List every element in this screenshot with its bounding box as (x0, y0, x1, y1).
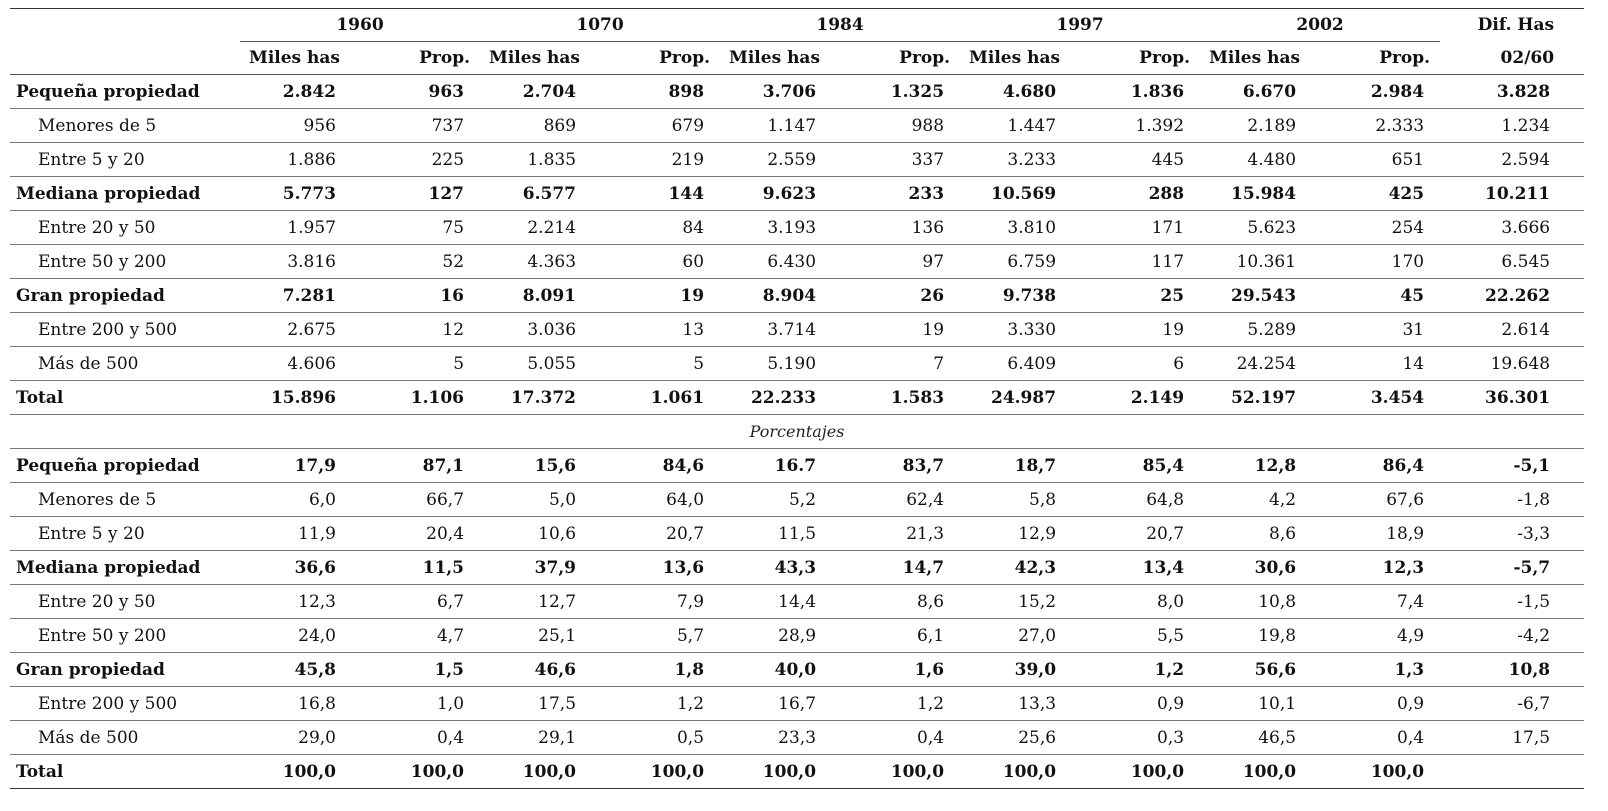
prop-cell: 14,7 (848, 551, 960, 585)
miles-has-cell: 12,9 (960, 517, 1088, 551)
miles-has-cell: 5,0 (480, 483, 608, 517)
col-prop: Prop. (608, 42, 720, 75)
miles-has-cell: 23,3 (720, 721, 848, 755)
table-row (10, 755, 1584, 789)
miles-has-cell: 43,3 (720, 551, 848, 585)
miles-has-cell: 15.896 (240, 381, 368, 415)
table-row (10, 585, 1584, 619)
miles-has-cell: 2.214 (480, 211, 608, 245)
miles-has-cell: 6.759 (960, 245, 1088, 279)
year-header-1070: 1070 (480, 9, 720, 42)
prop-cell: 6,7 (368, 585, 480, 619)
prop-cell: 171 (1088, 211, 1200, 245)
prop-cell: 988 (848, 109, 960, 143)
table-row (10, 143, 1584, 177)
row-label: Total (10, 755, 240, 789)
miles-has-cell: 5.190 (720, 347, 848, 381)
prop-cell: 75 (368, 211, 480, 245)
prop-cell: 1.836 (1088, 75, 1200, 109)
miles-has-cell: 27,0 (960, 619, 1088, 653)
land-tenure-table (10, 8, 1584, 789)
miles-has-cell: 10.361 (1200, 245, 1328, 279)
prop-cell: 1,2 (1088, 653, 1200, 687)
prop-cell: 20,4 (368, 517, 480, 551)
table-row (10, 619, 1584, 653)
row-label: Entre 200 y 500 (10, 687, 240, 721)
prop-cell: 97 (848, 245, 960, 279)
subheader-row (10, 42, 1584, 75)
miles-has-cell: 12,3 (240, 585, 368, 619)
miles-has-cell: 100,0 (960, 755, 1088, 789)
table-row (10, 347, 1584, 381)
prop-cell: 100,0 (1328, 755, 1440, 789)
miles-has-cell: 4.680 (960, 75, 1088, 109)
prop-cell: 5,5 (1088, 619, 1200, 653)
prop-cell: 25 (1088, 279, 1200, 313)
dif-cell: -3,3 (1440, 517, 1584, 551)
row-label: Entre 50 y 200 (10, 619, 240, 653)
miles-has-cell: 6.577 (480, 177, 608, 211)
miles-has-cell: 13,3 (960, 687, 1088, 721)
miles-has-cell: 25,6 (960, 721, 1088, 755)
dif-header-top: Dif. Has (1440, 9, 1584, 42)
year-header-1997: 1997 (960, 9, 1200, 42)
dif-cell: 22.262 (1440, 279, 1584, 313)
row-label: Menores de 5 (10, 483, 240, 517)
prop-cell: 8,0 (1088, 585, 1200, 619)
row-label: Gran propiedad (10, 653, 240, 687)
miles-has-cell: 4.480 (1200, 143, 1328, 177)
miles-has-cell: 46,6 (480, 653, 608, 687)
prop-cell: 16 (368, 279, 480, 313)
miles-has-cell: 4.606 (240, 347, 368, 381)
prop-cell: 679 (608, 109, 720, 143)
miles-has-cell: 9.623 (720, 177, 848, 211)
prop-cell: 100,0 (368, 755, 480, 789)
prop-cell: 1,5 (368, 653, 480, 687)
dif-cell: -5,7 (1440, 551, 1584, 585)
miles-has-cell: 40,0 (720, 653, 848, 687)
prop-cell: 84,6 (608, 449, 720, 483)
prop-cell: 4,9 (1328, 619, 1440, 653)
miles-has-cell: 3.810 (960, 211, 1088, 245)
table-row (10, 483, 1584, 517)
prop-cell: 19 (608, 279, 720, 313)
miles-has-cell: 56,6 (1200, 653, 1328, 687)
miles-has-cell: 2.559 (720, 143, 848, 177)
table-row (10, 653, 1584, 687)
miles-has-cell: 2.189 (1200, 109, 1328, 143)
prop-cell: 84 (608, 211, 720, 245)
miles-has-cell: 6,0 (240, 483, 368, 517)
row-label: Entre 5 y 20 (10, 143, 240, 177)
miles-has-cell: 1.447 (960, 109, 1088, 143)
col-miles-has: Miles has (720, 42, 848, 75)
prop-cell: 100,0 (608, 755, 720, 789)
row-label: Entre 200 y 500 (10, 313, 240, 347)
dif-cell: 6.545 (1440, 245, 1584, 279)
miles-has-cell: 3.193 (720, 211, 848, 245)
table-row (10, 517, 1584, 551)
prop-cell: 0,5 (608, 721, 720, 755)
miles-has-cell: 10,8 (1200, 585, 1328, 619)
row-label: Mediana propiedad (10, 551, 240, 585)
prop-cell: 425 (1328, 177, 1440, 211)
table-row (10, 75, 1584, 109)
prop-cell: 1.106 (368, 381, 480, 415)
prop-cell: 60 (608, 245, 720, 279)
prop-cell: 7 (848, 347, 960, 381)
year-header-2002: 2002 (1200, 9, 1440, 42)
prop-cell: 13 (608, 313, 720, 347)
prop-cell: 233 (848, 177, 960, 211)
prop-cell: 1,3 (1328, 653, 1440, 687)
header-blank-cell (10, 9, 240, 42)
miles-has-cell: 5.055 (480, 347, 608, 381)
miles-has-cell: 2.675 (240, 313, 368, 347)
prop-cell: 85,4 (1088, 449, 1200, 483)
prop-cell: 1,0 (368, 687, 480, 721)
miles-has-cell: 16.7 (720, 449, 848, 483)
prop-cell: 1.392 (1088, 109, 1200, 143)
row-label: Menores de 5 (10, 109, 240, 143)
prop-cell: 445 (1088, 143, 1200, 177)
dif-cell: 3.666 (1440, 211, 1584, 245)
miles-has-cell: 12,7 (480, 585, 608, 619)
miles-has-cell: 14,4 (720, 585, 848, 619)
prop-cell: 0,9 (1328, 687, 1440, 721)
prop-cell: 31 (1328, 313, 1440, 347)
row-label: Pequeña propiedad (10, 449, 240, 483)
prop-cell: 2.984 (1328, 75, 1440, 109)
row-label: Entre 20 y 50 (10, 585, 240, 619)
miles-has-cell: 100,0 (240, 755, 368, 789)
prop-cell: 898 (608, 75, 720, 109)
miles-has-cell: 100,0 (480, 755, 608, 789)
prop-cell: 19 (1088, 313, 1200, 347)
miles-has-cell: 1.147 (720, 109, 848, 143)
subheader-blank-cell (10, 42, 240, 75)
miles-has-cell: 45,8 (240, 653, 368, 687)
miles-has-cell: 37,9 (480, 551, 608, 585)
table-row (10, 313, 1584, 347)
prop-cell: 64,0 (608, 483, 720, 517)
prop-cell: 0,3 (1088, 721, 1200, 755)
table-row (10, 245, 1584, 279)
table-row (10, 381, 1584, 415)
miles-has-cell: 12,8 (1200, 449, 1328, 483)
prop-cell: 12 (368, 313, 480, 347)
miles-has-cell: 8,6 (1200, 517, 1328, 551)
percent-label-row (10, 415, 1584, 449)
dif-header-bottom: 02/60 (1440, 42, 1584, 75)
miles-has-cell: 5,8 (960, 483, 1088, 517)
miles-has-cell: 7.281 (240, 279, 368, 313)
miles-has-cell: 39,0 (960, 653, 1088, 687)
miles-has-cell: 956 (240, 109, 368, 143)
miles-has-cell: 22.233 (720, 381, 848, 415)
miles-has-cell: 3.706 (720, 75, 848, 109)
miles-has-cell: 29,0 (240, 721, 368, 755)
prop-cell: 21,3 (848, 517, 960, 551)
prop-cell: 254 (1328, 211, 1440, 245)
dif-cell: 36.301 (1440, 381, 1584, 415)
prop-cell: 5 (608, 347, 720, 381)
miles-has-cell: 3.036 (480, 313, 608, 347)
col-miles-has: Miles has (1200, 42, 1328, 75)
miles-has-cell: 3.816 (240, 245, 368, 279)
prop-cell: 0,4 (368, 721, 480, 755)
miles-has-cell: 18,7 (960, 449, 1088, 483)
miles-has-cell: 9.738 (960, 279, 1088, 313)
miles-has-cell: 5.289 (1200, 313, 1328, 347)
table-row (10, 687, 1584, 721)
miles-has-cell: 11,5 (720, 517, 848, 551)
row-label: Entre 50 y 200 (10, 245, 240, 279)
prop-cell: 225 (368, 143, 480, 177)
prop-cell: 12,3 (1328, 551, 1440, 585)
prop-cell: 1,8 (608, 653, 720, 687)
miles-has-cell: 42,3 (960, 551, 1088, 585)
dif-cell: 2.594 (1440, 143, 1584, 177)
dif-cell: 10.211 (1440, 177, 1584, 211)
miles-has-cell: 3.714 (720, 313, 848, 347)
dif-cell (1440, 755, 1584, 789)
miles-has-cell: 2.842 (240, 75, 368, 109)
miles-has-cell: 19,8 (1200, 619, 1328, 653)
miles-has-cell: 15,2 (960, 585, 1088, 619)
col-prop: Prop. (1328, 42, 1440, 75)
col-miles-has: Miles has (960, 42, 1088, 75)
miles-has-cell: 11,9 (240, 517, 368, 551)
miles-has-cell: 5,2 (720, 483, 848, 517)
row-label: Pequeña propiedad (10, 75, 240, 109)
col-miles-has: Miles has (480, 42, 608, 75)
miles-has-cell: 100,0 (1200, 755, 1328, 789)
prop-cell: 1.325 (848, 75, 960, 109)
prop-cell: 127 (368, 177, 480, 211)
prop-cell: 11,5 (368, 551, 480, 585)
miles-has-cell: 1.835 (480, 143, 608, 177)
prop-cell: 5 (368, 347, 480, 381)
prop-cell: 219 (608, 143, 720, 177)
prop-cell: 13,6 (608, 551, 720, 585)
table-row (10, 551, 1584, 585)
prop-cell: 1,2 (848, 687, 960, 721)
miles-has-cell: 5.623 (1200, 211, 1328, 245)
row-label: Total (10, 381, 240, 415)
prop-cell: 20,7 (1088, 517, 1200, 551)
dif-cell: 3.828 (1440, 75, 1584, 109)
dif-cell: 1.234 (1440, 109, 1584, 143)
year-header-1984: 1984 (720, 9, 960, 42)
row-label: Entre 20 y 50 (10, 211, 240, 245)
miles-has-cell: 5.773 (240, 177, 368, 211)
miles-has-cell: 3.233 (960, 143, 1088, 177)
prop-cell: 26 (848, 279, 960, 313)
row-label: Más de 500 (10, 721, 240, 755)
miles-has-cell: 17,5 (480, 687, 608, 721)
prop-cell: 14 (1328, 347, 1440, 381)
prop-cell: 100,0 (848, 755, 960, 789)
miles-has-cell: 25,1 (480, 619, 608, 653)
prop-cell: 2.149 (1088, 381, 1200, 415)
year-header-1960: 1960 (240, 9, 480, 42)
miles-has-cell: 1.957 (240, 211, 368, 245)
miles-has-cell: 36,6 (240, 551, 368, 585)
miles-has-cell: 1.886 (240, 143, 368, 177)
prop-cell: 136 (848, 211, 960, 245)
table-row (10, 211, 1584, 245)
prop-cell: 6 (1088, 347, 1200, 381)
prop-cell: 8,6 (848, 585, 960, 619)
prop-cell: 19 (848, 313, 960, 347)
prop-cell: 288 (1088, 177, 1200, 211)
row-label: Gran propiedad (10, 279, 240, 313)
percent-values-section (10, 449, 1584, 789)
miles-has-cell: 4.363 (480, 245, 608, 279)
prop-cell: 0,9 (1088, 687, 1200, 721)
percent-label-section (10, 415, 1584, 449)
table-row (10, 109, 1584, 143)
prop-cell: 67,6 (1328, 483, 1440, 517)
col-miles-has: Miles has (240, 42, 368, 75)
dif-cell: 19.648 (1440, 347, 1584, 381)
miles-has-cell: 16,7 (720, 687, 848, 721)
land-tenure-table-container (10, 8, 1584, 789)
prop-cell: 1,2 (608, 687, 720, 721)
prop-cell: 18,9 (1328, 517, 1440, 551)
col-prop: Prop. (1088, 42, 1200, 75)
prop-cell: 66,7 (368, 483, 480, 517)
prop-cell: 117 (1088, 245, 1200, 279)
miles-has-cell: 6.430 (720, 245, 848, 279)
miles-has-cell: 24,0 (240, 619, 368, 653)
prop-cell: 1,6 (848, 653, 960, 687)
miles-has-cell: 10.569 (960, 177, 1088, 211)
dif-cell: -1,5 (1440, 585, 1584, 619)
prop-cell: 86,4 (1328, 449, 1440, 483)
miles-has-cell: 8.091 (480, 279, 608, 313)
row-label: Mediana propiedad (10, 177, 240, 211)
miles-has-cell: 10,6 (480, 517, 608, 551)
row-label: Más de 500 (10, 347, 240, 381)
miles-has-cell: 6.670 (1200, 75, 1328, 109)
dif-cell: 17,5 (1440, 721, 1584, 755)
prop-cell: 651 (1328, 143, 1440, 177)
prop-cell: 52 (368, 245, 480, 279)
prop-cell: 13,4 (1088, 551, 1200, 585)
dif-cell: -5,1 (1440, 449, 1584, 483)
table-header (10, 9, 1584, 75)
miles-has-cell: 8.904 (720, 279, 848, 313)
col-prop: Prop. (368, 42, 480, 75)
miles-has-cell: 17.372 (480, 381, 608, 415)
table-row (10, 177, 1584, 211)
prop-cell: 963 (368, 75, 480, 109)
prop-cell: 7,9 (608, 585, 720, 619)
miles-has-cell: 24.987 (960, 381, 1088, 415)
prop-cell: 87,1 (368, 449, 480, 483)
miles-has-cell: 4,2 (1200, 483, 1328, 517)
prop-cell: 144 (608, 177, 720, 211)
prop-cell: 737 (368, 109, 480, 143)
prop-cell: 4,7 (368, 619, 480, 653)
miles-has-cell: 2.704 (480, 75, 608, 109)
prop-cell: 6,1 (848, 619, 960, 653)
percent-label: Porcentajes (10, 415, 1584, 449)
prop-cell: 64,8 (1088, 483, 1200, 517)
dif-cell: -1,8 (1440, 483, 1584, 517)
miles-has-cell: 24.254 (1200, 347, 1328, 381)
prop-cell: 20,7 (608, 517, 720, 551)
prop-cell: 7,4 (1328, 585, 1440, 619)
prop-cell: 3.454 (1328, 381, 1440, 415)
miles-has-cell: 28,9 (720, 619, 848, 653)
miles-has-cell: 100,0 (720, 755, 848, 789)
miles-has-cell: 16,8 (240, 687, 368, 721)
prop-cell: 100,0 (1088, 755, 1200, 789)
year-header-row (10, 9, 1584, 42)
col-prop: Prop. (848, 42, 960, 75)
prop-cell: 1.583 (848, 381, 960, 415)
prop-cell: 0,4 (1328, 721, 1440, 755)
prop-cell: 45 (1328, 279, 1440, 313)
dif-cell: -6,7 (1440, 687, 1584, 721)
miles-has-cell: 46,5 (1200, 721, 1328, 755)
prop-cell: 83,7 (848, 449, 960, 483)
prop-cell: 337 (848, 143, 960, 177)
miles-has-cell: 17,9 (240, 449, 368, 483)
dif-cell: 2.614 (1440, 313, 1584, 347)
miles-has-cell: 29.543 (1200, 279, 1328, 313)
prop-cell: 62,4 (848, 483, 960, 517)
miles-has-cell: 15.984 (1200, 177, 1328, 211)
absolute-values-section (10, 75, 1584, 415)
miles-has-cell: 29,1 (480, 721, 608, 755)
table-row (10, 721, 1584, 755)
miles-has-cell: 869 (480, 109, 608, 143)
prop-cell: 2.333 (1328, 109, 1440, 143)
dif-cell: 10,8 (1440, 653, 1584, 687)
miles-has-cell: 3.330 (960, 313, 1088, 347)
miles-has-cell: 10,1 (1200, 687, 1328, 721)
miles-has-cell: 52.197 (1200, 381, 1328, 415)
table-row (10, 279, 1584, 313)
prop-cell: 170 (1328, 245, 1440, 279)
miles-has-cell: 15,6 (480, 449, 608, 483)
dif-cell: -4,2 (1440, 619, 1584, 653)
miles-has-cell: 30,6 (1200, 551, 1328, 585)
table-row (10, 449, 1584, 483)
row-label: Entre 5 y 20 (10, 517, 240, 551)
prop-cell: 0,4 (848, 721, 960, 755)
prop-cell: 5,7 (608, 619, 720, 653)
miles-has-cell: 6.409 (960, 347, 1088, 381)
prop-cell: 1.061 (608, 381, 720, 415)
